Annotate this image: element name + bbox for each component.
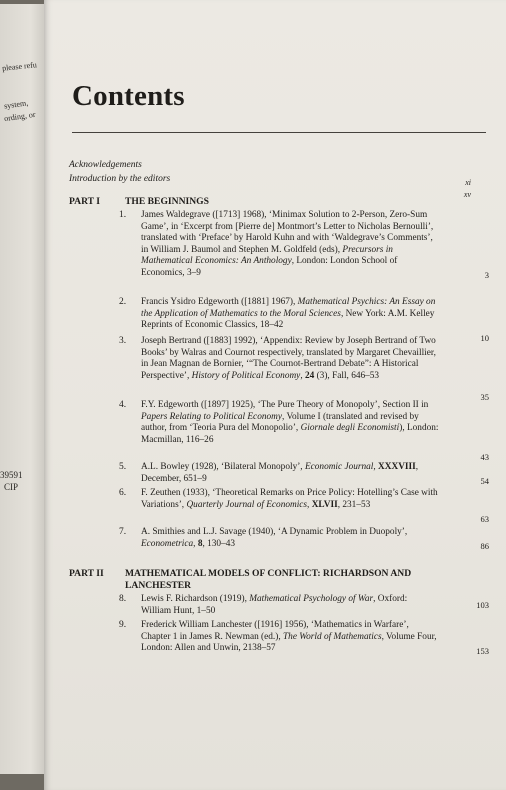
- entry-number: 3.: [119, 336, 127, 346]
- previous-page-fragment: 39591: [0, 470, 23, 480]
- entry-number: 4.: [119, 400, 127, 410]
- entry-text: James Waldegrave ([1713] 1968), ‘Minimax Solution to 2-Person, Zero-Sum Game’, in ‘Excerpt from [Pierre de] Montmort’s Letter to Nicholas Bernoulli’, translated with ‘Preface’ by Harold Kuhn and with ‘Waldegrave’s Comments’, in William J. Baumol and Stephen M. Goldfeld (eds), Precursors in Mathematical Economics: An Anthology, London: London School of Economics, 3–9: [141, 210, 434, 278]
- entry-text: Lewis F. Richardson (1919), Mathematical Psychology of War, Oxford: William Hunt, 1–50: [141, 594, 408, 616]
- part-label: PART II: [69, 568, 104, 579]
- front-matter-introduction: Introduction by the editors: [69, 174, 171, 184]
- previous-page-fragment: please refu: [1, 60, 38, 73]
- previous-page-edge: [0, 4, 45, 774]
- previous-page-fragment: CIP: [4, 482, 19, 492]
- front-matter-acknowledgements: Acknowledgements: [69, 160, 142, 170]
- page-title: Contents: [72, 80, 185, 112]
- entry-number: 2.: [119, 297, 127, 307]
- entry-page: 153: [476, 646, 489, 656]
- entry-text: Joseph Bertrand ([1883] 1992), ‘Appendix: Review by Joseph Bertrand of Two Books’ by Walras and Cournot respectively, translated by Margaret Chevaillier, in Jean Magnan de Bornier, ‘“The Cournot-Bertrand Debate”: A Historical Perspective’, History of Political Economy, 24 (3), Fall, 646–53: [141, 336, 436, 381]
- part-label: PART I: [69, 196, 101, 207]
- part-title: THE BEGINNINGS: [125, 196, 209, 207]
- entry-text: Francis Ysidro Edgeworth ([1881] 1967), Mathematical Psychics: An Essay on the Application of Mathematics to the Moral Sciences, New York: A.M. Kelley Reprints of Economic Classics, 18–42: [141, 297, 436, 331]
- entry-page: 35: [480, 392, 489, 402]
- entry-number: 8.: [119, 594, 127, 604]
- entry-page: 103: [476, 600, 489, 610]
- entry-number: 6.: [119, 488, 127, 498]
- entry-text: A.L. Bowley (1928), ‘Bilateral Monopoly’, Economic Journal, XXXVIII, December, 651–9: [141, 462, 419, 484]
- front-matter-page: xv: [463, 190, 471, 199]
- entry-text: F.Y. Edgeworth ([1897] 1925), ‘The Pure Theory of Monopoly’, Section II in Papers Relating to Political Economy, Volume I (translated and revised by author, from ‘Teoria Pura del Monopolio’, Giornale degli Economisti), London: Macmillan, 116–26: [141, 400, 439, 445]
- entry-page: 10: [480, 333, 489, 343]
- front-matter-page: xi: [465, 178, 471, 187]
- entry-number: 9.: [119, 620, 127, 630]
- entry-number: 5.: [119, 462, 127, 472]
- title-rule: [72, 132, 486, 133]
- entry-page: 54: [480, 476, 489, 486]
- entry-text: A. Smithies and L.J. Savage (1940), ‘A Dynamic Problem in Duopoly’, Econometrica, 8, 130–43: [141, 527, 408, 549]
- contents-page: [44, 0, 506, 790]
- entry-number: 1.: [119, 210, 127, 220]
- entry-number: 7.: [119, 527, 127, 537]
- part-title: MATHEMATICAL MODELS OF CONFLICT: RICHARDSON AND LANCHESTER: [125, 568, 412, 591]
- entry-page: 63: [480, 514, 489, 524]
- entry-page: 3: [484, 270, 489, 280]
- entry-text: F. Zeuthen (1933), ‘Theoretical Remarks on Price Policy: Hotelling’s Case with Variations’, Quarterly Journal of Economics, XLVII, 231–53: [141, 488, 438, 510]
- entry-page: 86: [480, 541, 489, 551]
- previous-page-fragment: system,: [3, 98, 29, 111]
- entry-page: 43: [480, 452, 489, 462]
- previous-page-fragment: ording, or: [3, 109, 37, 124]
- entry-text: Frederick William Lanchester ([1916] 1956), ‘Mathematics in Warfare’, Chapter 1 in James R. Newman (ed.), The World of Mathematics, Volume Four, London: Allen and Unwin, 2138–57: [141, 620, 437, 654]
